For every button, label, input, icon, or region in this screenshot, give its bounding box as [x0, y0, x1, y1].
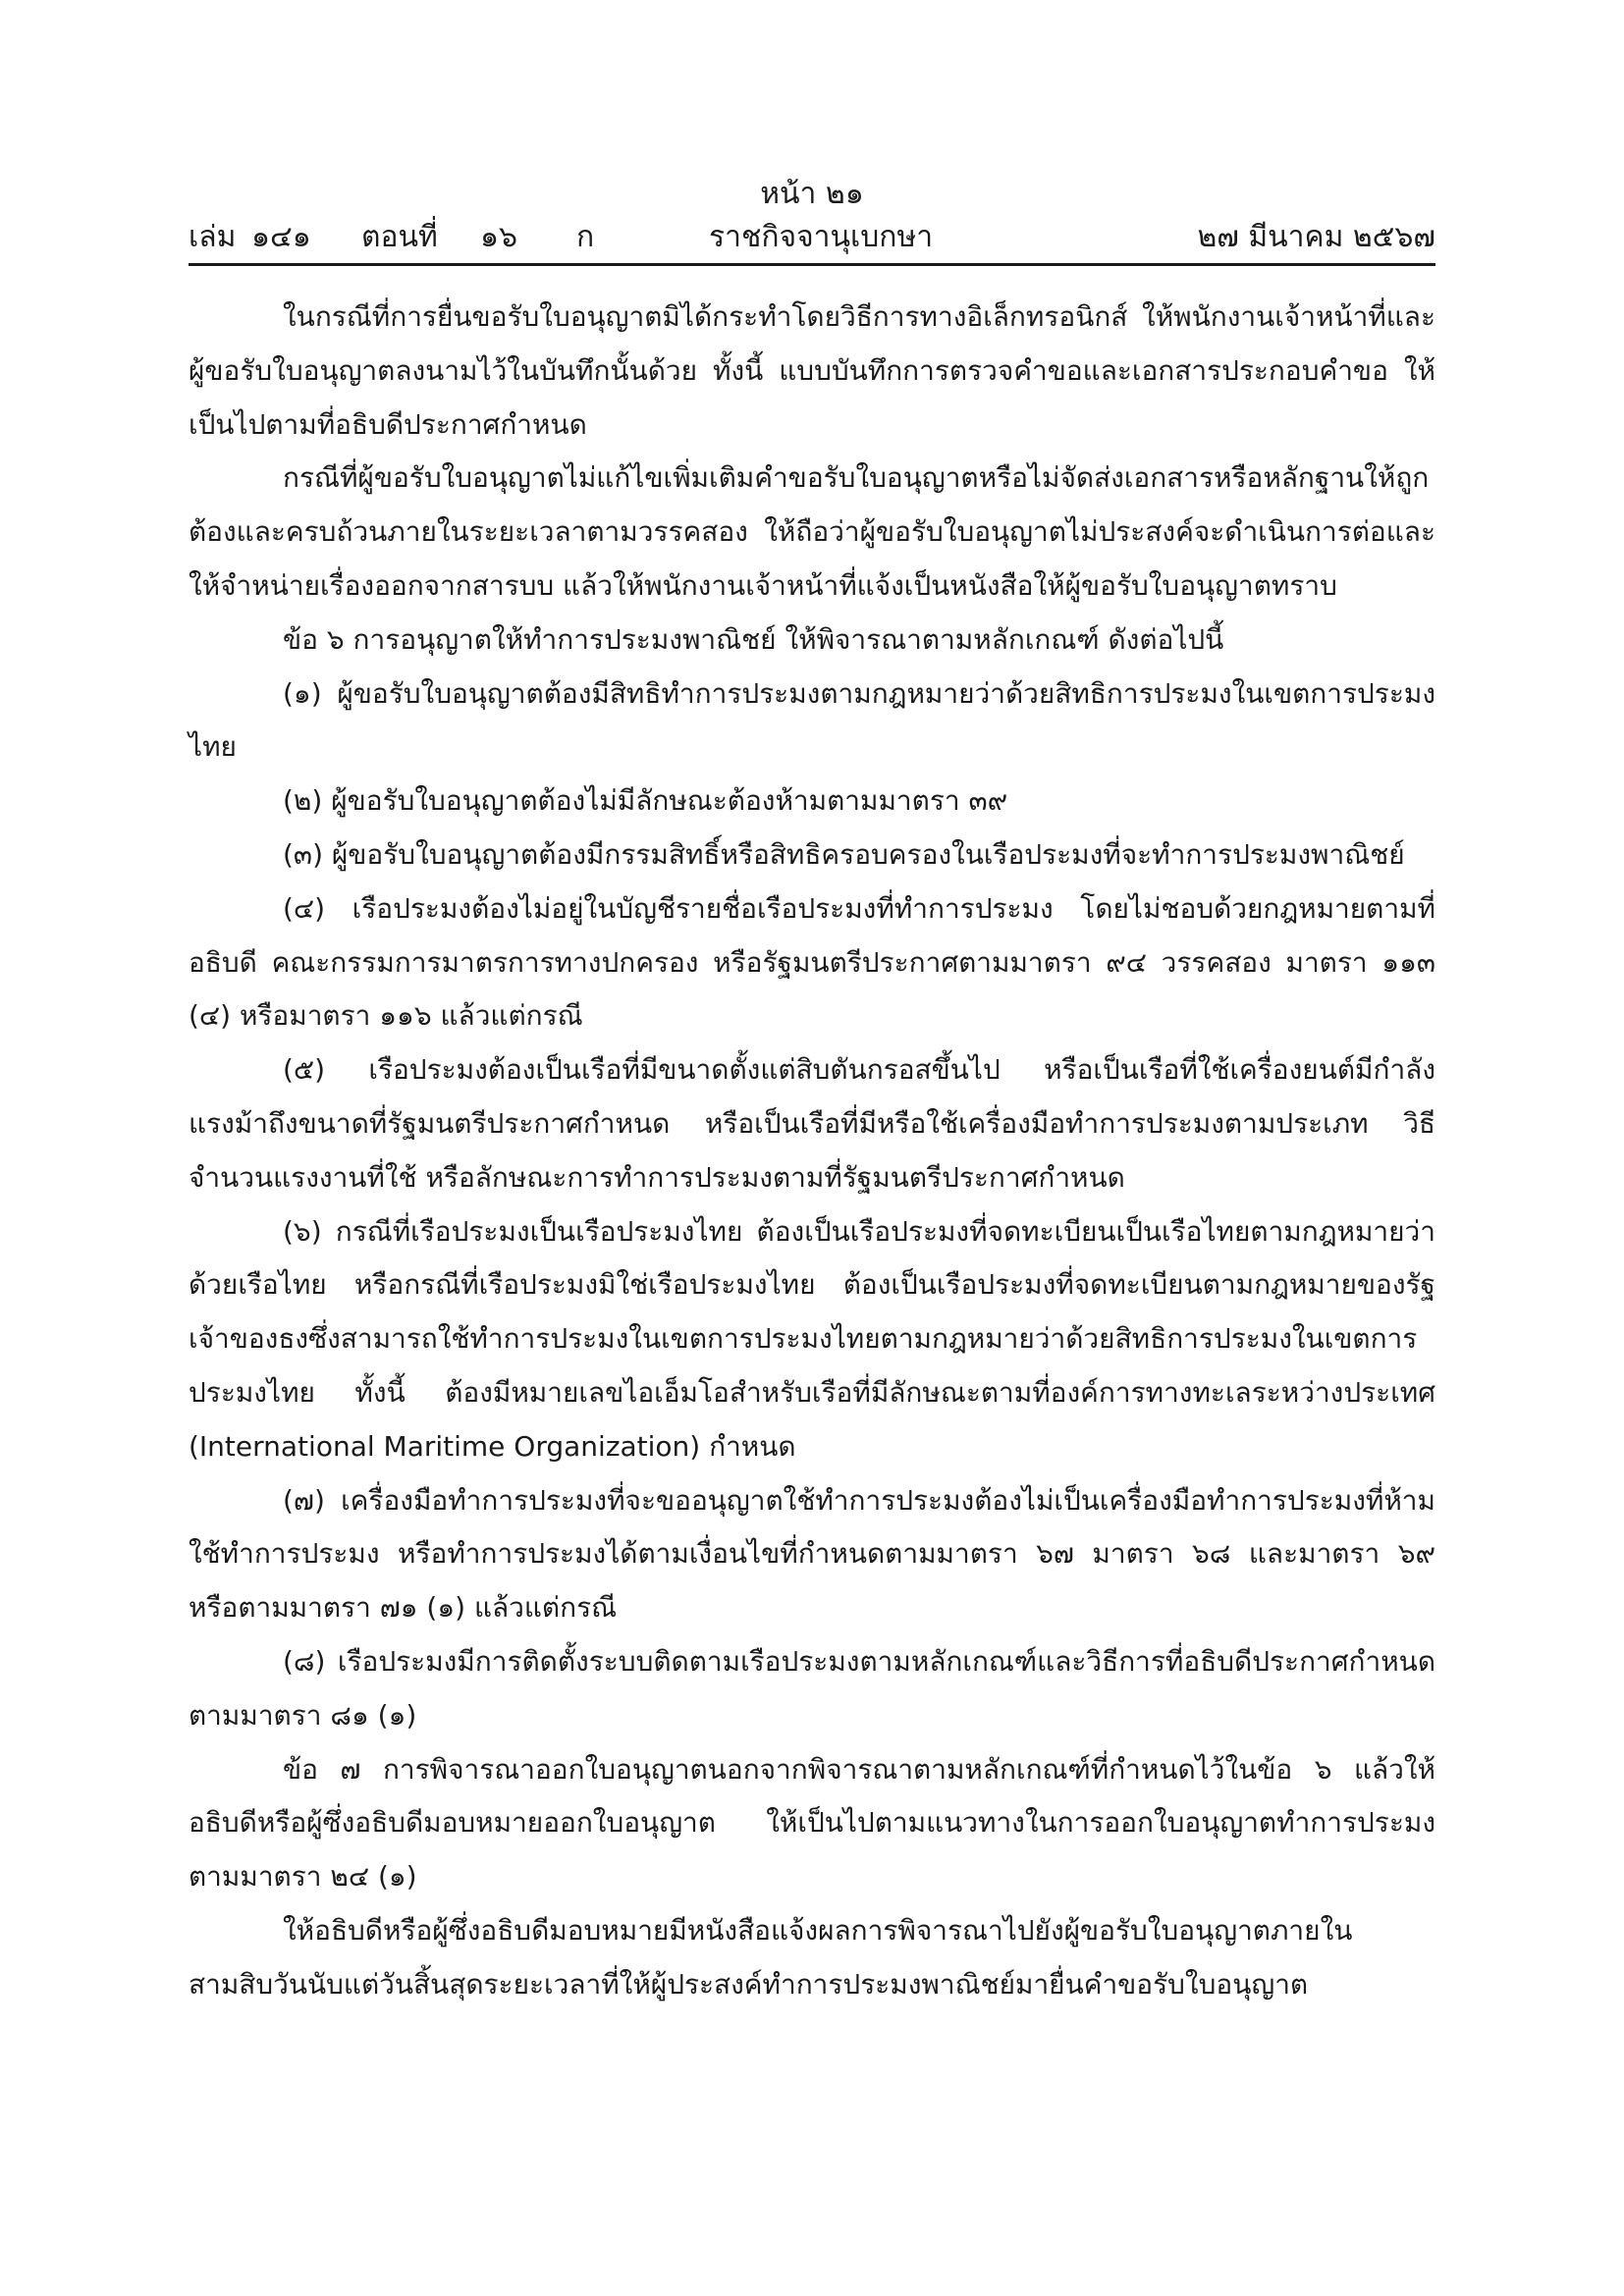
- paragraph: (๘) เรือประมงมีการติดตั้งระบบติดตามเรือประมงตามหลักเกณฑ์และวิธีการที่อธิบดีประกาศกำหนดตามมาตรา ๘๑ (๑): [189, 1644, 1435, 1732]
- paragraph: ในกรณีที่การยื่นขอรับใบอนุญาตมิได้กระทำโดยวิธีการทางอิเล็กทรอนิกส์ ให้พนักงานเจ้าหน้าที่และผู้ขอรับใบอนุญาตลงนามไว้ในบันทึกนั้นด้วย ทั้งนี้ แบบบันทึกการตรวจคำขอและเอกสารประกอบคำขอ ให้เป็นไปตามที่อธิบดีประกาศกำหนด: [189, 300, 1435, 441]
- issue-label: ตอนที่: [361, 220, 438, 254]
- paragraph: (๔) เรือประมงต้องไม่อยู่ในบัญชีรายชื่อเรือประมงที่ทำการประมง โดยไม่ชอบด้วยกฎหมายตามที่อธิบดี คณะกรรมการมาตรการทางปกครอง หรือรัฐมนตรีประกาศตามมาตรา ๙๔ วรรคสอง มาตรา ๑๑๓ (๔) หรือมาตรา ๑๑๖ แล้วแต่กรณี: [189, 891, 1435, 1033]
- document-body: [189, 291, 1435, 2012]
- volume-number: ๑๔๑: [251, 220, 311, 254]
- paragraph: ข้อ ๖ การอนุญาตให้ทำการประมงพาณิชย์ ให้พิจารณาตามหลักเกณฑ์ ดังต่อไปนี้: [283, 622, 1224, 656]
- header-divider: [189, 263, 1435, 266]
- gazette-name: ราชกิจจานุเบกษา: [709, 220, 934, 254]
- paragraph: (๕) เรือประมงต้องเป็นเรือที่มีขนาดตั้งแต่สิบตันกรอสขึ้นไป หรือเป็นเรือที่ใช้เครื่องยนต์มีกำลังแรงม้าถึงขนาดที่รัฐมนตรีประกาศกำหนด หรือเป็นเรือที่มีหรือใช้เครื่องมือทำการประมงตามประเภท วิธี จำนวนแรงงานที่ใช้ หรือลักษณะการทำการประมงตามที่รัฐมนตรีประกาศกำหนด: [189, 1053, 1435, 1194]
- paragraph: (๓) ผู้ขอรับใบอนุญาตต้องมีกรรมสิทธิ์หรือสิทธิครอบครองในเรือประมงที่จะทำการประมงพาณิชย์: [283, 837, 1405, 871]
- paragraph: (๗) เครื่องมือทำการประมงที่จะขออนุญาตใช้ทำการประมงต้องไม่เป็นเครื่องมือทำการประมงที่ห้ามใช้ทำการประมง หรือทำการประมงได้ตามเงื่อนไขที่กำหนดตามมาตรา ๖๗ มาตรา ๖๘ และมาตรา ๖๙ หรือตามมาตรา ๗๑ (๑) แล้วแต่กรณี: [189, 1483, 1435, 1625]
- page-number: หน้า ๒๑: [760, 177, 864, 211]
- paragraph: ข้อ ๗ การพิจารณาออกใบอนุญาตนอกจากพิจารณาตามหลักเกณฑ์ที่กำหนดไว้ในข้อ ๖ แล้วให้อธิบดีหรือผู้ซึ่งอธิบดีมอบหมายออกใบอนุญาต ให้เป็นไปตามแนวทางในการออกใบอนุญาตทำการประมงตามมาตรา ๒๔ (๑): [189, 1752, 1435, 1894]
- paragraph: ให้อธิบดีหรือผู้ซึ่งอธิบดีมอบหมายมีหนังสือแจ้งผลการพิจารณาไปยังผู้ขอรับใบอนุญาตภายในสามสิบวันนับแต่วันสิ้นสุดระยะเวลาที่ให้ผู้ประสงค์ทำการประมงพาณิชย์มายื่นคำขอรับใบอนุญาต: [189, 1913, 1353, 2001]
- publication-date: ๒๗ มีนาคม ๒๕๖๗: [1197, 220, 1435, 254]
- paragraph: (๖) กรณีที่เรือประมงเป็นเรือประมงไทย ต้องเป็นเรือประมงที่จดทะเบียนเป็นเรือไทยตามกฎหมายว่าด้วยเรือไทย หรือกรณีที่เรือประมงมิใช่เรือประมงไทย ต้องเป็นเรือประมงที่จดทะเบียนตามกฎหมายของรัฐเจ้าของธงซึ่งสามารถใช้ทำการประมงในเขตการประมงไทยตามกฎหมายว่าด้วยสิทธิการประมงในเขตการประมงไทย ทั้งนี้ ต้องมีหมายเลขไอเอ็มโอสำหรับเรือที่มีลักษณะตามที่องค์การทางทะเลระหว่างประเทศ (International Maritime Organization) กำหนด: [189, 1214, 1435, 1463]
- paragraph: (๒) ผู้ขอรับใบอนุญาตต้องไม่มีลักษณะต้องห้ามตามมาตรา ๓๙: [283, 784, 1008, 818]
- paragraph: (๑) ผู้ขอรับใบอนุญาตต้องมีสิทธิทำการประมงตามกฎหมายว่าด้วยสิทธิการประมงในเขตการประมงไทย: [189, 676, 1435, 764]
- issue-number: ๑๖: [480, 220, 518, 254]
- volume-label: เล่ม: [189, 220, 237, 254]
- issue-type: ก: [576, 220, 595, 254]
- paragraph: กรณีที่ผู้ขอรับใบอนุญาตไม่แก้ไขเพิ่มเติมคำขอรับใบอนุญาตหรือไม่จัดส่งเอกสารหรือหลักฐานให้ถูกต้องและครบถ้วนภายในระยะเวลาตามวรรคสอง ให้ถือว่าผู้ขอรับใบอนุญาตไม่ประสงค์จะดำเนินการต่อและให้จำหน่ายเรื่องออกจากสารบบ แล้วให้พนักงานเจ้าหน้าที่แจ้งเป็นหนังสือให้ผู้ขอรับใบอนุญาตทราบ: [189, 461, 1435, 602]
- gazette-header: [189, 216, 1435, 263]
